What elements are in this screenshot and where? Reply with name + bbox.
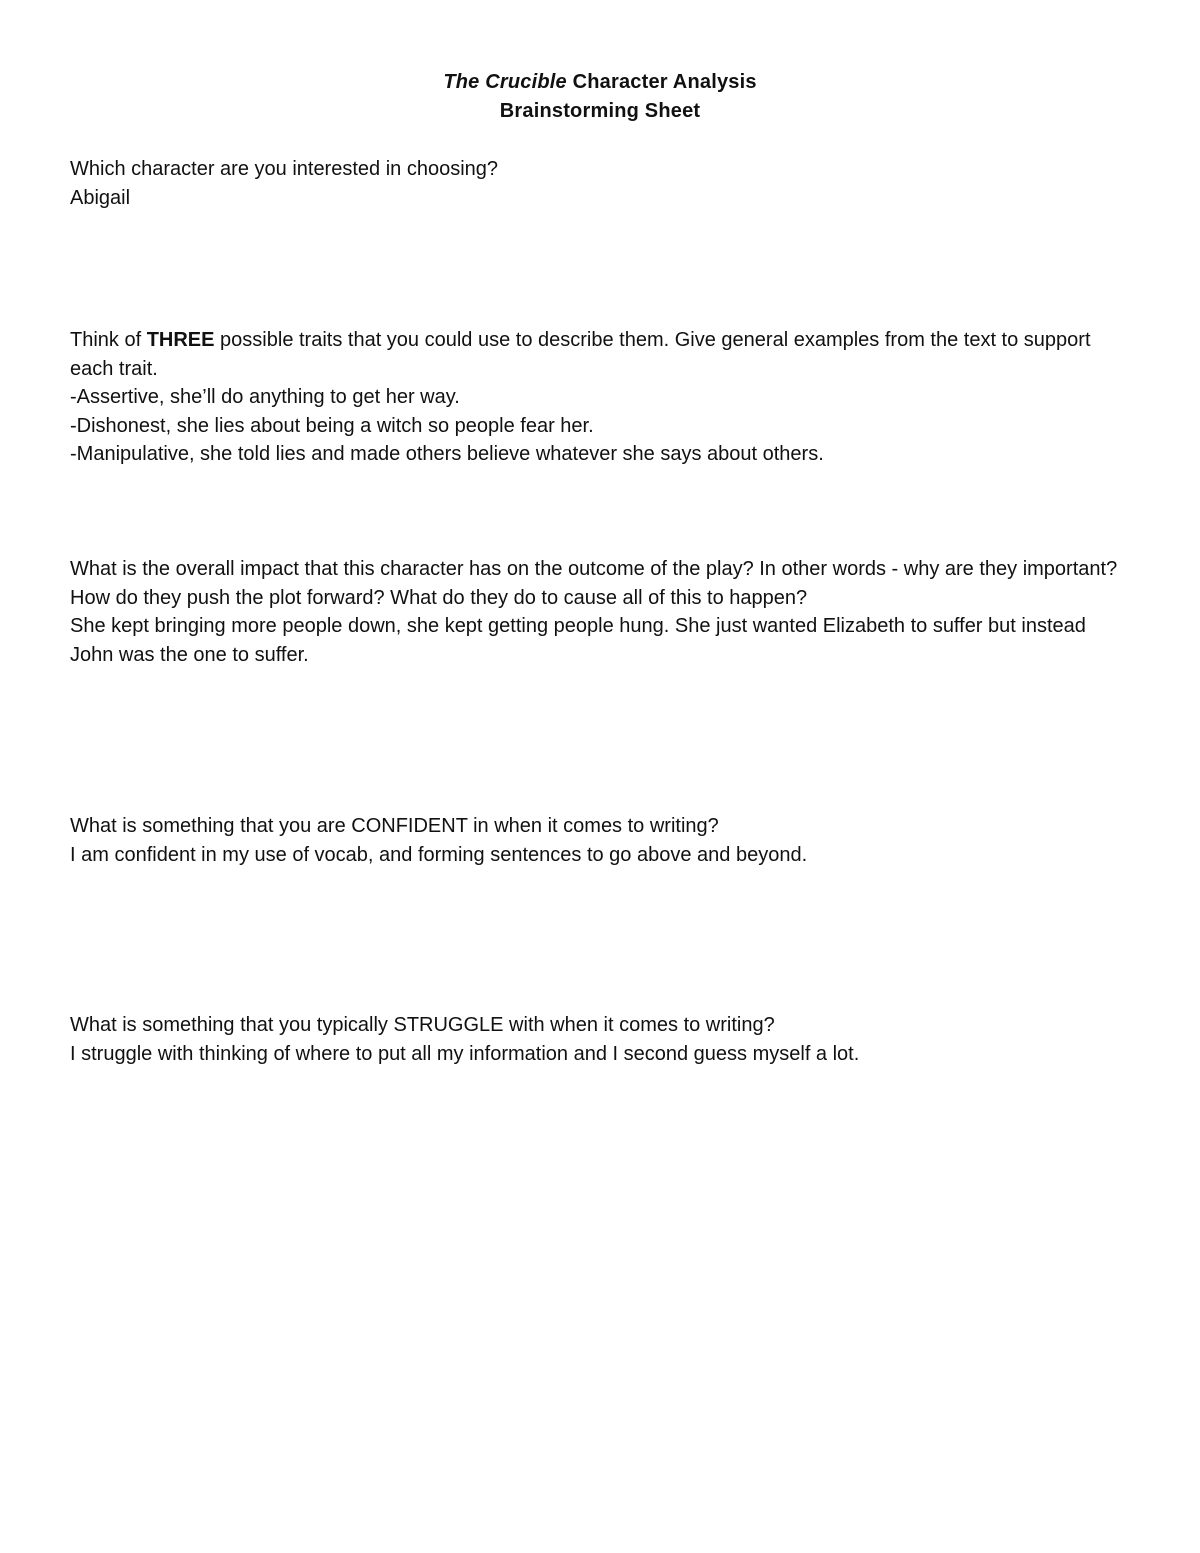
question-text: Which character are you interested in choosing? (70, 158, 499, 180)
answer-text: I struggle with thinking of where to put all my information and I second guess myself a lot. (70, 1042, 860, 1065)
document-header (0, 68, 1200, 126)
question-text: What is something that you typically STRUGGLE with when it comes to writing? (70, 1014, 775, 1036)
title-rest: Character Analysis (566, 71, 757, 93)
page-subtitle: Brainstorming Sheet (499, 100, 701, 122)
question-text: What is something that you are CONFIDENT in when it comes to writing? (70, 815, 719, 837)
question-overall-impact (70, 555, 1120, 669)
question-character-choice (70, 155, 1120, 212)
answer-text: She kept bringing more people down, she kept getting people hung. She just wanted Elizabeth to suffer but instead John was the one to suffer. (70, 615, 1086, 666)
title-italic: The Crucible (443, 71, 567, 93)
question-text: What is the overall impact that this character has on the outcome of the play? In other words - why are they important? How do they push the plot forward? What do they do to cause all of this to happen? (70, 558, 1118, 609)
trait-item: -Dishonest, she lies about being a witch so people fear her. (70, 414, 594, 437)
trait-item: -Manipulative, she told lies and made others believe whatever she says about others. (70, 443, 824, 466)
question-three-traits (70, 326, 1120, 469)
question-text-start: Think of (70, 329, 147, 351)
question-confident (70, 812, 1120, 869)
answer-text: I am confident in my use of vocab, and forming sentences to go above and beyond. (70, 843, 808, 866)
question-emphasis: THREE (146, 329, 215, 351)
question-text-end: possible traits that you could use to describe them. Give general examples from the text to support each trait. (70, 329, 1091, 380)
trait-item: -Assertive, she’ll do anything to get her way. (70, 386, 460, 409)
question-struggle (70, 1011, 1120, 1068)
question-text (70, 326, 1120, 383)
answer-text: Abigail (70, 186, 131, 209)
page-title (0, 68, 1200, 97)
